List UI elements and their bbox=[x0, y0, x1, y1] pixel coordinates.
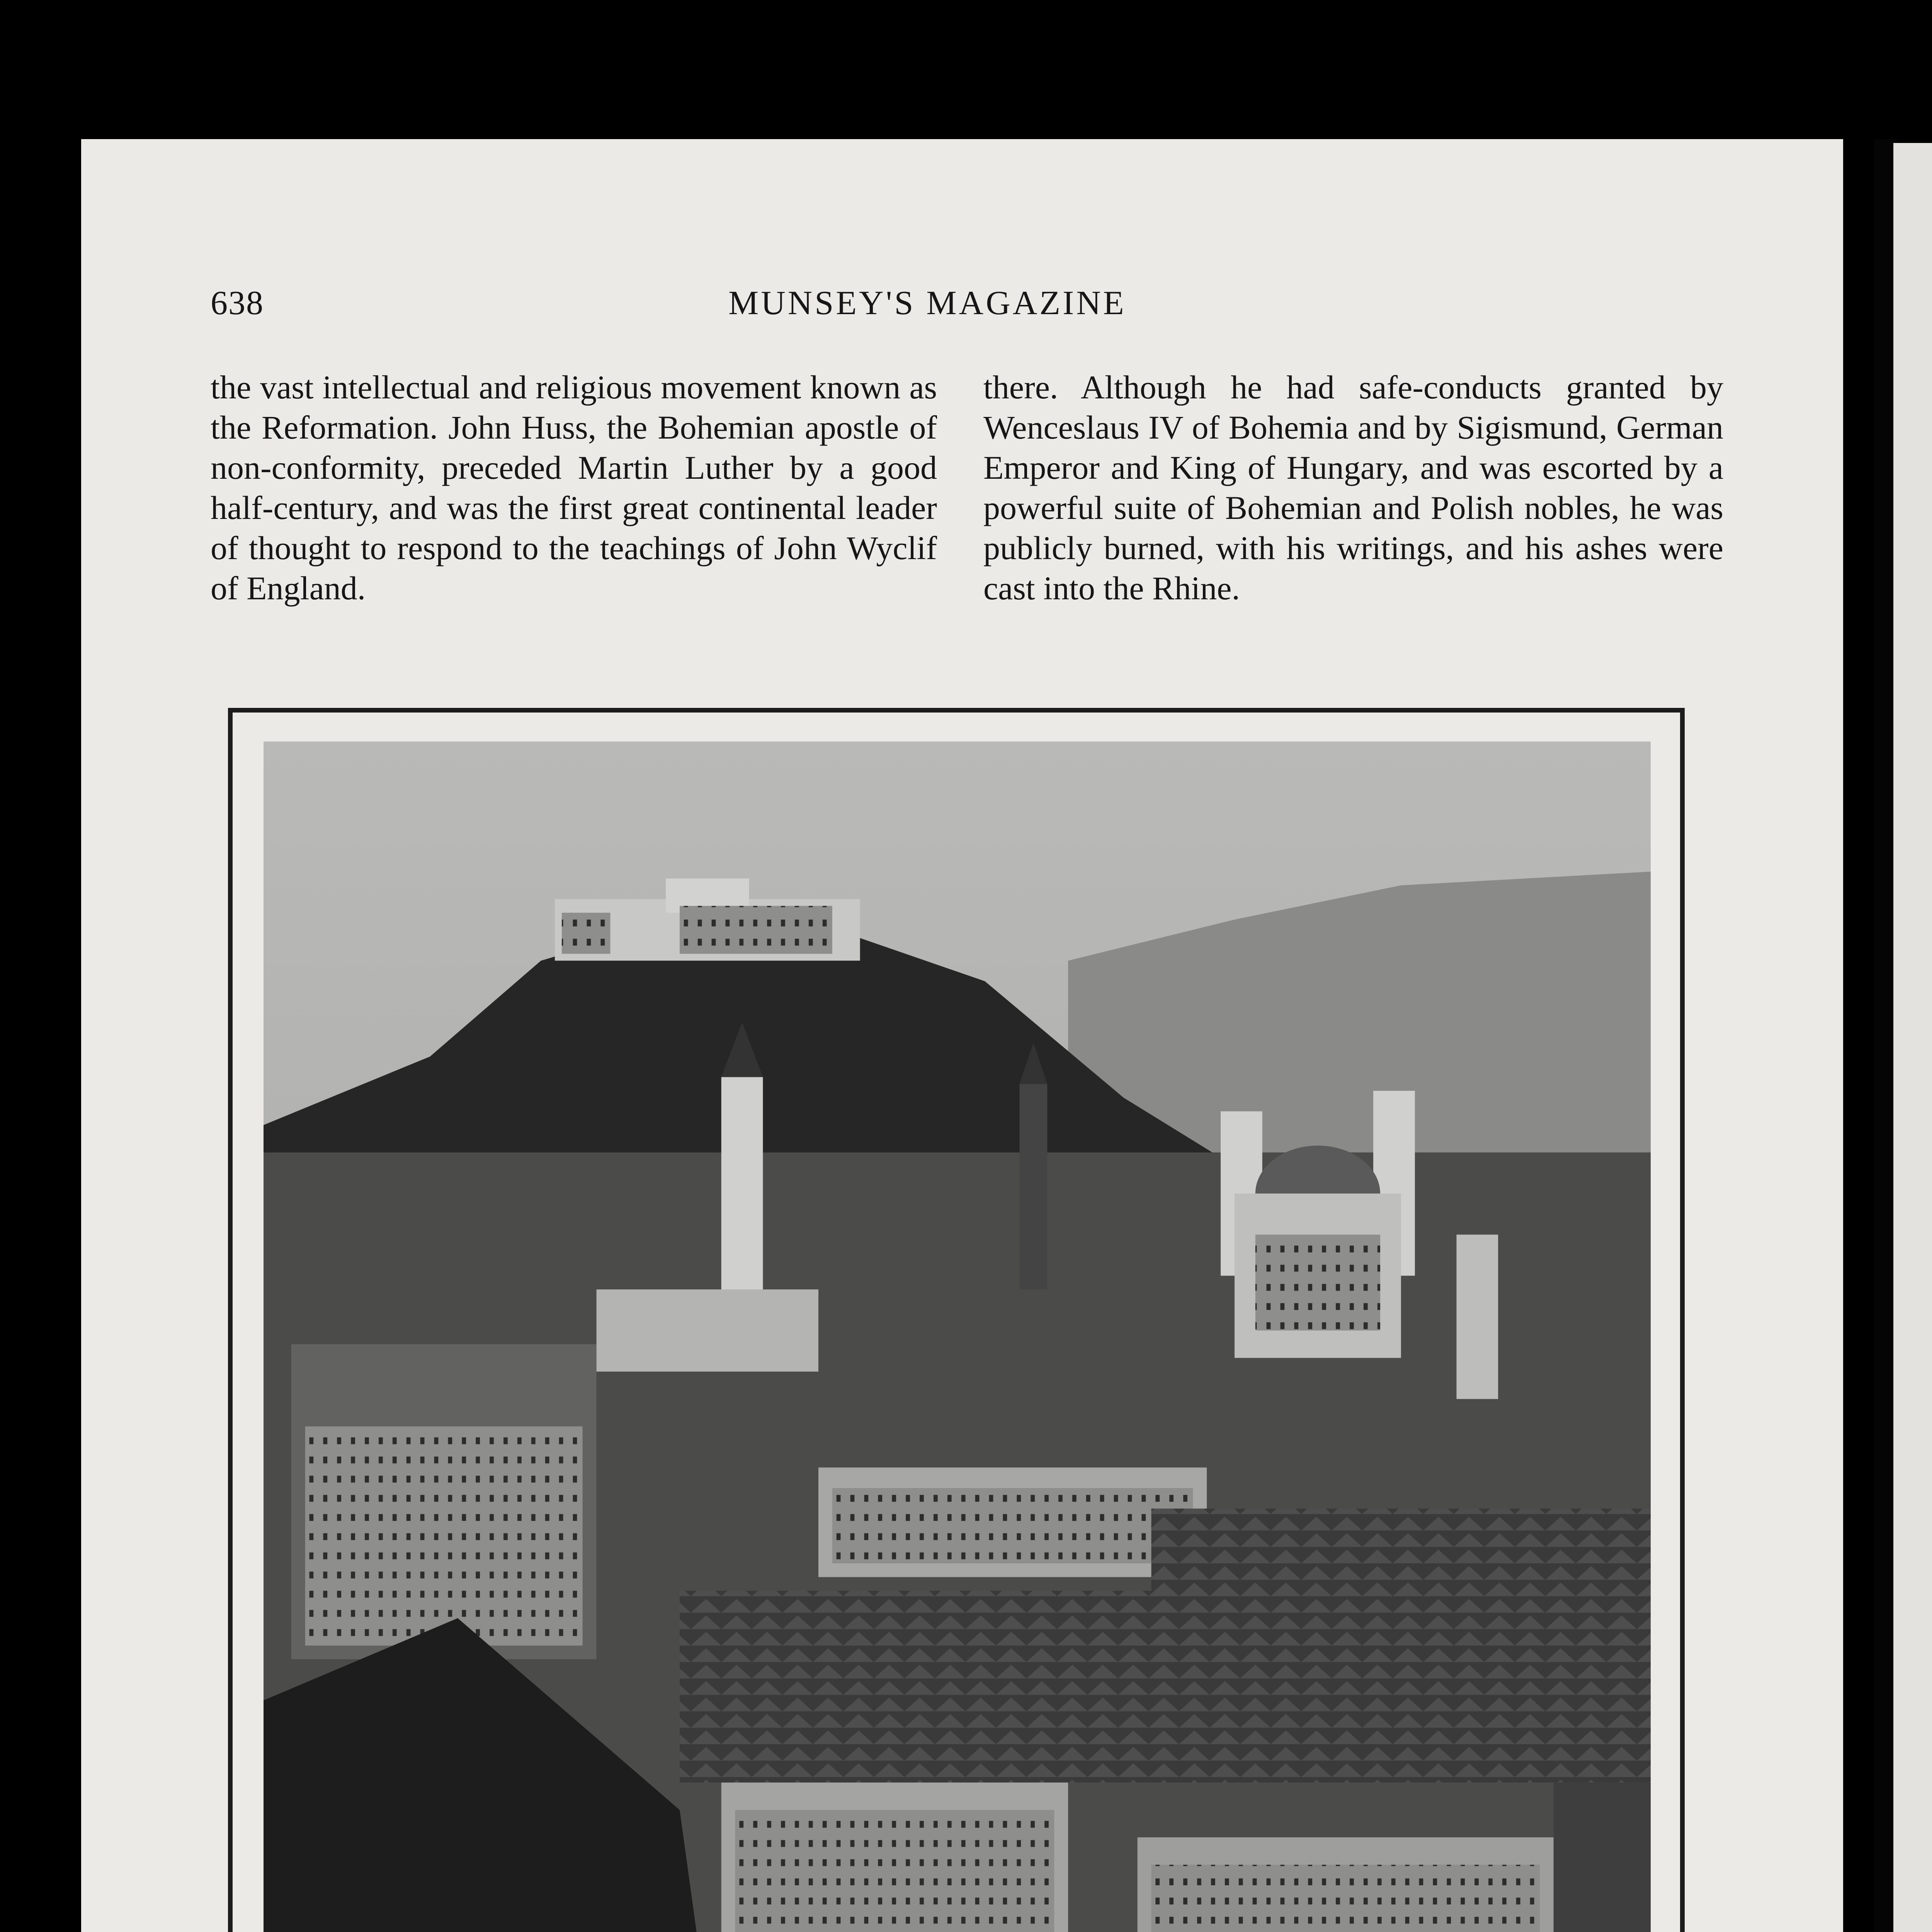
page-number: 638 bbox=[211, 284, 264, 322]
top-right-column bbox=[983, 367, 1723, 608]
top-right-paragraph: there. Although he had safe-conducts granted by Wenceslaus IV of Bohemia and by Sigismund, German Emperor and King of Hungary, and was escorted by a powerful suite of Bohemian and Polish nobles, he was publicly burned, with his writings, and his ashes were cast into the Rhine. bbox=[983, 369, 1723, 607]
salzburg-photograph bbox=[264, 742, 1651, 1932]
running-header bbox=[211, 282, 1698, 325]
magazine-title: MUNSEY'S MAGAZINE bbox=[728, 284, 1126, 322]
photo-figure bbox=[228, 708, 1685, 1932]
salzburg-cityscape-image bbox=[264, 742, 1651, 1932]
facing-page-edge bbox=[1893, 143, 1932, 1932]
top-left-paragraph: the vast intellectual and religious movement known as the Reformation. John Huss, the Bohemian apostle of non-conformity, preceded Martin Luther by a good half-century, and was the first great continental leader of thought to respond to the teachings of John Wyclif of England. bbox=[211, 369, 937, 607]
top-left-column bbox=[211, 367, 937, 608]
